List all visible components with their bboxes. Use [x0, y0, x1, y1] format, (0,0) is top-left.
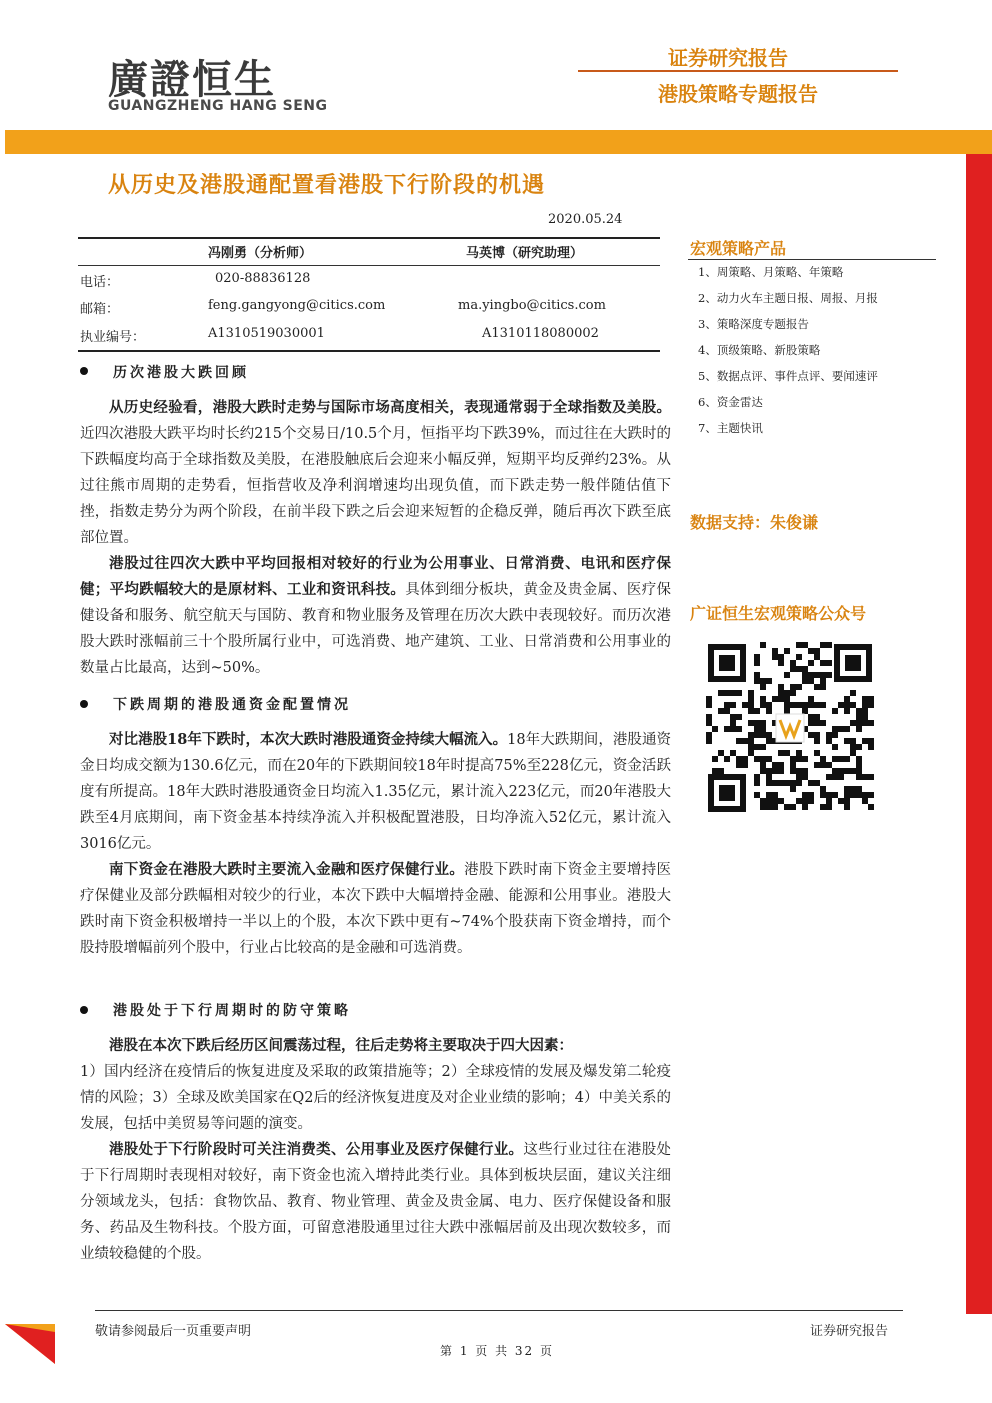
assistant-name: 马英博（研究助理）: [466, 246, 584, 261]
assistant-email[interactable]: ma.yingbo@citics.com: [458, 298, 606, 313]
author-table-bottom-border: [78, 350, 660, 352]
phone-label: 电话：: [80, 275, 120, 290]
bullet-icon: [80, 700, 88, 708]
section-heading-2: 下跌周期的港股通资金配置情况: [113, 697, 351, 713]
sidebar-divider: [688, 259, 936, 260]
sidebar-title: 宏观策略产品: [690, 239, 787, 258]
logo-english: GUANGZHENG HANG SENG: [108, 98, 328, 114]
wechat-account-title: 广证恒生宏观策略公众号: [690, 604, 867, 623]
footer-disclaimer: 敬请参阅最后一页重要声明: [95, 1324, 252, 1339]
footer-triangle-icon: [5, 1324, 55, 1364]
section-heading-3: 港股处于下行周期时的防守策略: [113, 1003, 351, 1019]
author-table-divider: [78, 265, 660, 266]
license-label: 执业编号：: [80, 330, 146, 345]
paragraph-3-3: 港股处于下行阶段时可关注消费类、公用事业及医疗保健行业。这些行业过往在港股处于下行周期时表现相对较好，南下资金也流入增持此类行业。具体到板块层面，建议关注细分领域龙头，包括：食物饮品、教育、物业管理、黄金及贵金属、电力、医疗保健设备和服务、药品及生物科技。个股方面，可留意港股通里过往大跌中涨幅居前及出现次数较多，而业绩较稳健的个股。: [80, 1141, 672, 1262]
analyst-name: 冯刚勇（分析师）: [208, 246, 313, 261]
data-support: 数据支持：朱俊谦: [690, 513, 819, 532]
bullet-icon: [80, 1006, 88, 1014]
analyst-phone: 020-88836128: [215, 271, 311, 286]
report-date: 2020.05.24: [548, 212, 623, 227]
report-type-primary: 证券研究报告: [668, 46, 788, 70]
bullet-icon: [80, 367, 88, 375]
paragraph-2-2: 南下资金在港股大跌时主要流入金融和医疗保健行业。港股下跌时南下资金主要增持医疗保健业及部分跌幅相对较少的行业，本次下跌中大幅增持金融、能源和公用事业。港股大跌时南下资金积极增持一半以上的个股，本次下跌中更有~74%个股获南下资金增持，而个股持股增幅前列个股中，行业占比较高的是金融和可选消费。: [80, 861, 672, 956]
sidebar-item: 4、顶级策略、新股策略: [698, 343, 821, 357]
sidebar-item: 3、策略深度专题报告: [698, 317, 809, 331]
sidebar-item: 7、主题快讯: [698, 421, 763, 435]
sidebar-item: 1、周策略、月策略、年策略: [698, 265, 844, 279]
section-heading-1: 历次港股大跌回顾: [113, 365, 249, 381]
header-band: [5, 130, 992, 154]
assistant-license: A1310118080002: [482, 326, 599, 341]
page-number: 第 1 页 共 32 页: [440, 1344, 554, 1358]
sidebar-item: 6、资金雷达: [698, 395, 763, 409]
author-table-top-border: [78, 237, 660, 239]
side-red-bar: [966, 154, 992, 1314]
sidebar-product-list: [698, 264, 878, 446]
analyst-email[interactable]: feng.gangyong@citics.com: [208, 298, 386, 313]
paragraph-3-2: 1）国内经济在疫情后的恢复进度及采取的政策措施等；2）全球疫情的发展及爆发第二轮疫情的风险；3）全球及欧美国家在Q2后的经济恢复进度及对企业业绩的影响；4）中美关系的发展，包括中美贸易等问题的演变。: [80, 1064, 671, 1132]
sidebar-item: 5、数据点评、事件点评、要闻速评: [698, 369, 878, 383]
email-label: 邮箱：: [80, 302, 120, 317]
header-divider: [578, 70, 898, 72]
report-type-secondary: 港股策略专题报告: [658, 82, 818, 106]
sidebar-item: 2、动力火车主题日报、周报、月报: [698, 291, 878, 305]
paragraph-1-2: 港股过往四次大跌中平均回报相对较好的行业为公用事业、日常消费、电讯和医疗保健；平均跌幅较大的是原材料、工业和资讯科技。具体到细分板块，黄金及贵金属、医疗保健设备和服务、航空航天与国防、教育和物业服务及管理在历次大跌中表现较好。而历次港股大跌时涨幅前三十个股所属行业中，可选消费、地产建筑、工业、日常消费和公用事业的数量占比最高，达到~50%。: [80, 555, 671, 676]
report-title: 从历史及港股通配置看港股下行阶段的机遇: [108, 172, 546, 198]
logo-chinese: 廣證恒生: [108, 57, 276, 103]
footer-report-type: 证券研究报告: [810, 1324, 889, 1339]
qr-code-icon[interactable]: [706, 642, 874, 814]
analyst-license: A1310519030001: [208, 326, 325, 341]
paragraph-2-1: 对比港股18年下跌时，本次大跌时港股通资金持续大幅流入。18年大跌期间，港股通资金日均成交额为130.6亿元，而在20年的下跌期间较18年时提高75%至228亿元，资金活跃度有所提高。18年大跌时港股通资金日均流入1.35亿元，累计流入223亿元，而20年港股大跌至4月底期间，南下资金基本持续净流入并积极配置港股，日均净流入52亿元，累计流入3016亿元。: [80, 731, 671, 852]
paragraph-1-1: 从历史经验看，港股大跌时走势与国际市场高度相关，表现通常弱于全球指数及美股。近四次港股大跌平均时长约215个交易日/10.5个月，恒指平均下跌39%，而过往在大跌时的下跌幅度均高于全球指数及美股，在港股触底后会迎来小幅反弹，短期平均反弹约23%。从过往熊市周期的走势看，恒指营收及净利润增速均出现负值，而下跌走势一般伴随估值下挫，指数走势分为两个阶段，在前半段下跌之后会迎来短暂的企稳反弹，随后再次下跌至底部位置。: [80, 399, 671, 546]
footer-divider: [95, 1310, 903, 1311]
paragraph-3-1: 港股在本次下跌后经历区间震荡过程，往后走势将主要取决于四大因素：: [109, 1037, 573, 1054]
